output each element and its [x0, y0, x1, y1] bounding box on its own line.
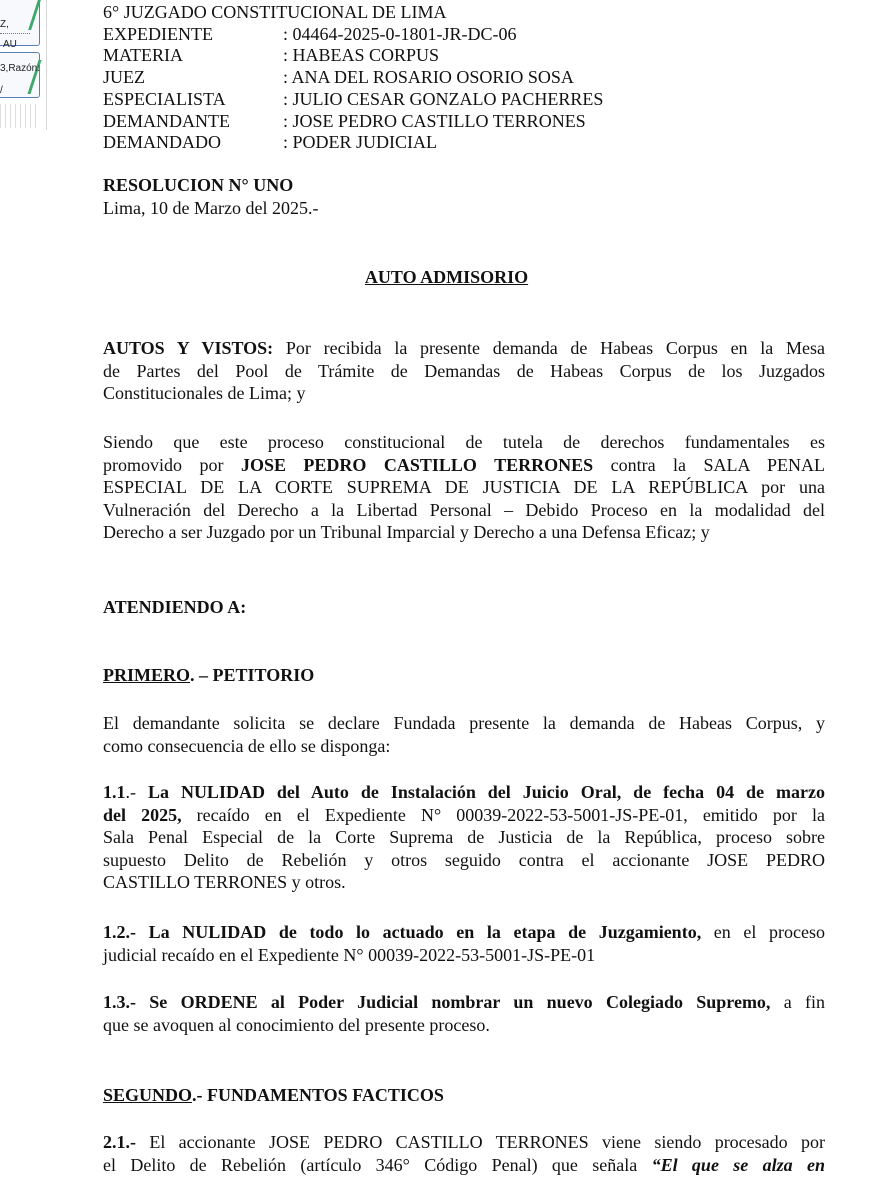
stamp-text: /: [0, 85, 3, 96]
header-row-especialista: [103, 89, 603, 111]
document-title: AUTO ADMISORIO: [364, 267, 529, 287]
segundo-heading-rest: .- FUNDAMENTOS FACTICOS: [192, 1085, 444, 1105]
item-dash: .-: [125, 782, 148, 802]
item-text: judicial recaído en el Expediente N° 00039-2022-53-5001-JS-PE-01: [103, 944, 596, 965]
header-row-demandado: [103, 132, 603, 154]
header-label: JUEZ: [103, 67, 145, 88]
header-label: ESPECIALISTA: [103, 88, 226, 109]
item-text: supuesto Delito de Rebelión y otros seguido contra el accionante JOSE PEDRO: [103, 849, 825, 870]
siendo-text: ESPECIAL DE LA CORTE SUPREMA DE JUSTICIA DE LA REPÚBLICA por una: [103, 477, 825, 497]
header-label: MATERIA: [103, 45, 183, 66]
plaintiff-name: JOSE PEDRO CASTILLO TERRONES: [240, 454, 594, 475]
header-value: : JOSE PEDRO CASTILLO TERRONES: [283, 110, 586, 131]
primero-intro: [103, 712, 825, 757]
header-row-juez: [103, 67, 603, 89]
autos-text: Por recibida la presente demanda de Habeas Corpus en la Mesa: [273, 338, 825, 358]
segundo-heading: [103, 1084, 825, 1107]
item-text: en el proceso: [701, 922, 825, 942]
siendo-text: Vulneración del Derecho a la Libertad Personal – Debido Proceso en la modalidad del: [103, 499, 825, 520]
segundo-heading-label: SEGUNDO: [103, 1085, 193, 1105]
siendo-paragraph: [103, 431, 825, 544]
header-value: : HABEAS CORPUS: [283, 45, 440, 66]
primero-heading-rest: . – PETITORIO: [190, 665, 315, 685]
primero-intro-text: como consecuencia de ello se disponga:: [103, 735, 391, 756]
item-text: CASTILLO TERRONES y otros.: [103, 872, 346, 892]
item-text-bold: La NULIDAD del Auto de Instalación del Juicio Oral, de fecha 04 de marzo: [147, 782, 825, 802]
header-value: : PODER JUDICIAL: [283, 132, 438, 153]
item-quote: “El que se alza en: [651, 1154, 825, 1175]
stamp-text: Z,: [0, 19, 9, 30]
item-number: 2.1.-: [103, 1132, 136, 1152]
stamp-barcode: [0, 104, 40, 128]
item-number: 1.1: [103, 782, 126, 802]
item-text: a fin: [770, 992, 825, 1012]
siendo-text: promovido por: [103, 454, 241, 475]
court-name: 6° JUZGADO CONSTITUCIONAL DE LIMA: [103, 2, 447, 22]
resolution-number: RESOLUCION N° UNO: [103, 175, 294, 195]
item-2-1: [103, 1131, 825, 1176]
item-1-2: [103, 921, 825, 966]
header-label: DEMANDANTE: [103, 110, 230, 131]
siendo-text: Derecho a ser Juzgado por un Tribunal Imparcial y Derecho a una Defensa Eficaz; y: [103, 522, 710, 542]
primero-heading: [103, 664, 825, 687]
item-text: Sala Penal Especial de la Corte Suprema de Justicia de la República, proceso sobre: [103, 827, 825, 847]
primero-intro-text: El demandante solicita se declare Fundada presente la demanda de Habeas Corpus, y: [103, 713, 825, 733]
stamp-text: AU: [3, 39, 17, 50]
item-text-bold: del 2025,: [103, 804, 182, 825]
autos-text: de Partes del Pool de Trámite de Demandas de Habeas Corpus de los Juzgados: [103, 360, 825, 381]
stamp-text: 3,Razón:: [0, 63, 41, 74]
siendo-text: contra la SALA PENAL: [593, 454, 825, 475]
header-row-demandante: [103, 111, 603, 133]
item-1-3: [103, 991, 825, 1036]
siendo-text: Siendo que este proceso constitucional de tutela de derechos fundamentales es: [103, 432, 825, 452]
case-header: [103, 2, 603, 154]
item-text: recaído en el Expediente N° 00039-2022-53-5001-JS-PE-01, emitido por la: [181, 804, 825, 825]
autos-text: Constitucionales de Lima; y: [103, 383, 306, 403]
header-value: : 04464-2025-0-1801-JR-DC-06: [283, 23, 517, 44]
header-label: EXPEDIENTE: [103, 23, 213, 44]
autos-y-vistos-paragraph: [103, 337, 825, 405]
header-label: DEMANDADO: [103, 132, 221, 153]
item-text: que se avoquen al conocimiento del presente proceso.: [103, 1014, 490, 1035]
item-text: el Delito de Rebelión (artículo 346° Código Penal) que señala: [103, 1154, 652, 1175]
digital-signature-stamp: [0, 0, 47, 130]
item-text: El accionante JOSE PEDRO CASTILLO TERRONES viene siendo procesado por: [136, 1132, 825, 1152]
resolution-date: Lima, 10 de Marzo del 2025.-: [103, 198, 319, 218]
header-row-expediente: [103, 24, 603, 46]
header-row-materia: [103, 45, 603, 67]
resolution-block: [103, 174, 825, 220]
header-value: : ANA DEL ROSARIO OSORIO SOSA: [283, 67, 574, 88]
stamp-rule: [0, 33, 30, 34]
item-text-bold: 1.3.- Se ORDENE al Poder Judicial nombrar un nuevo Colegiado Supremo,: [103, 992, 771, 1012]
header-value: : JULIO CESAR GONZALO PACHERRES: [283, 88, 604, 109]
primero-heading-label: PRIMERO: [103, 665, 190, 685]
atendiendo-heading: ATENDIENDO A:: [103, 597, 247, 617]
autos-label: AUTOS Y VISTOS:: [103, 338, 274, 358]
item-text-bold: 1.2.- La NULIDAD de todo lo actuado en la etapa de Juzgamiento,: [103, 922, 702, 942]
item-1-1: [103, 781, 825, 894]
